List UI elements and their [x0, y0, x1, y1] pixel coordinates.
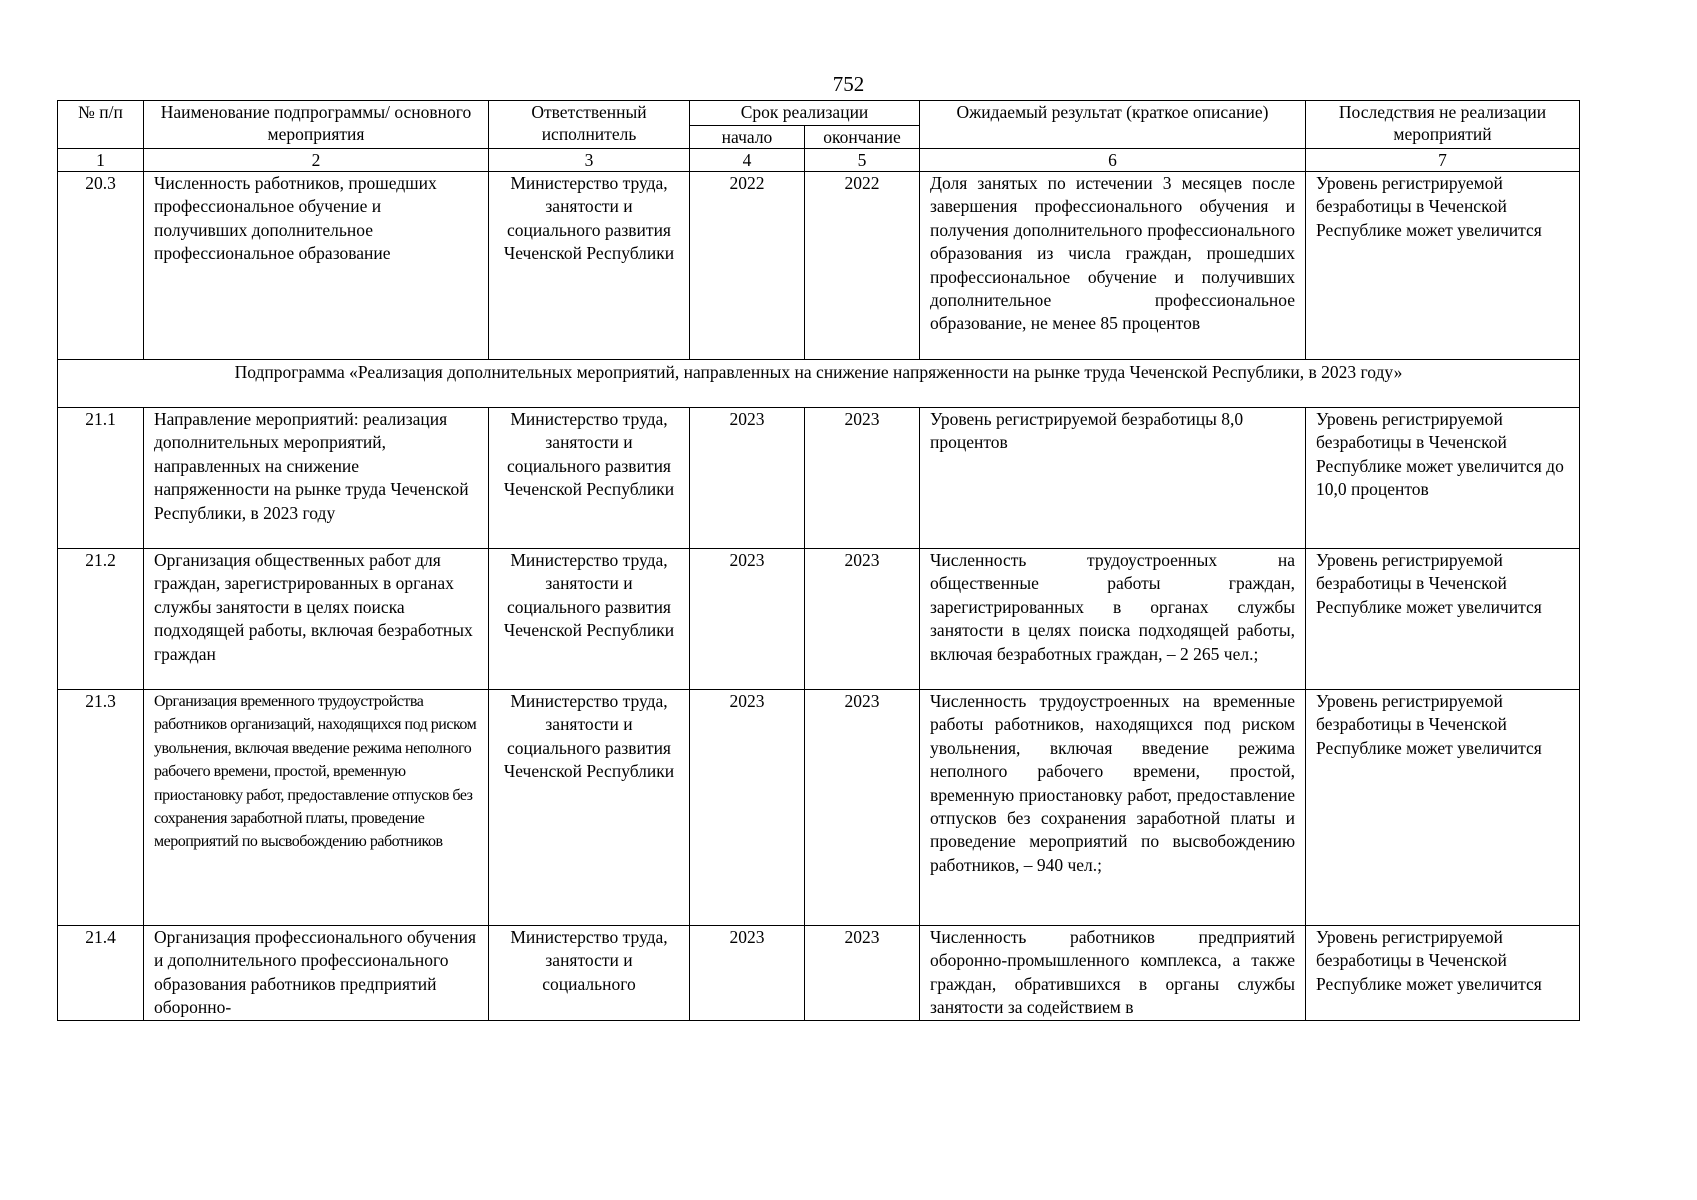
row-name: Численность работников, прошедших профессиональное обучение и получивших дополнительное профессиональное образование [144, 172, 489, 360]
column-number: 5 [805, 149, 920, 172]
subprogram-title: Подпрограмма «Реализация дополнительных мероприятий, направленных на снижение напряженности на рынке труда Чеченской Республики, в 2023 году» [58, 360, 1580, 408]
header-executor: Ответственный исполнитель [489, 101, 690, 149]
row-consequences: Уровень регистрируемой безработицы в Чеченской Республике может увеличится [1306, 690, 1580, 926]
page-number: 752 [832, 72, 865, 96]
row-consequences: Уровень регистрируемой безработицы в Чеченской Республике может увеличится до 10,0 процентов [1306, 408, 1580, 549]
row-result: Уровень регистрируемой безработицы 8,0 процентов [920, 408, 1306, 549]
row-name: Организация профессионального обучения и дополнительного профессионального образования работников предприятий оборонно- [144, 926, 489, 1021]
row-executor: Министерство труда, занятости и социального развития Чеченской Республики [489, 549, 690, 690]
row-end: 2023 [805, 690, 920, 926]
table-row [58, 408, 1580, 549]
row-executor: Министерство труда, занятости и социального развития Чеченской Республики [489, 408, 690, 549]
row-executor: Министерство труда, занятости и социального [489, 926, 690, 1021]
table-row [58, 926, 1580, 1021]
table-row [58, 172, 1580, 360]
row-end: 2022 [805, 172, 920, 360]
header-start: начало [690, 126, 805, 149]
program-table [57, 100, 1580, 1021]
table-row [58, 549, 1580, 690]
column-number: 6 [920, 149, 1306, 172]
row-number: 21.3 [58, 690, 144, 926]
row-number: 21.4 [58, 926, 144, 1021]
row-result: Численность работников предприятий оборонно-промышленного комплекса, а также граждан, обратившихся в органы службы занятости за содействием в [920, 926, 1306, 1021]
row-start: 2023 [690, 549, 805, 690]
row-start: 2023 [690, 408, 805, 549]
subprogram-row [58, 360, 1580, 408]
row-consequences: Уровень регистрируемой безработицы в Чеченской Республике может увеличится [1306, 549, 1580, 690]
row-executor: Министерство труда, занятости и социального развития Чеченской Республики [489, 172, 690, 360]
header-num: № п/п [58, 101, 144, 149]
row-end: 2023 [805, 549, 920, 690]
row-number: 20.3 [58, 172, 144, 360]
header-name: Наименование подпрограммы/ основного мероприятия [144, 101, 489, 149]
row-name: Организация общественных работ для граждан, зарегистрированных в органах службы занятости в целях поиска подходящей работы, включая безработных граждан [144, 549, 489, 690]
header-result: Ожидаемый результат (краткое описание) [920, 101, 1306, 149]
column-number: 2 [144, 149, 489, 172]
table-row [58, 690, 1580, 926]
row-number: 21.1 [58, 408, 144, 549]
column-number: 4 [690, 149, 805, 172]
column-numbers-row [58, 149, 1580, 172]
row-result: Доля занятых по истечении 3 месяцев после завершения профессионального обучения и получения дополнительного профессионального образования из числа граждан, прошедших профессиональное обучение и получивших дополнительное профессиональное образование, не менее 85 процентов [920, 172, 1306, 360]
row-executor: Министерство труда, занятости и социального развития Чеченской Республики [489, 690, 690, 926]
header-end: окончание [805, 126, 920, 149]
row-name: Направление мероприятий: реализация дополнительных мероприятий, направленных на снижение напряженности на рынке труда Чеченской Республики, в 2023 году [144, 408, 489, 549]
row-name: Организация временного трудоустройства работников организаций, находящихся под риском увольнения, включая введение режима неполного рабочего времени, простой, временную приостановку работ, предоставление отпусков без сохранения заработной платы, проведение мероприятий по высвобождению работников [144, 690, 489, 926]
row-result: Численность трудоустроенных на общественные работы граждан, зарегистрированных в органах службы занятости в целях поиска подходящей работы, включая безработных граждан, – 2 265 чел.; [920, 549, 1306, 690]
row-start: 2022 [690, 172, 805, 360]
row-start: 2023 [690, 690, 805, 926]
column-number: 3 [489, 149, 690, 172]
row-end: 2023 [805, 408, 920, 549]
row-start: 2023 [690, 926, 805, 1021]
column-number: 7 [1306, 149, 1580, 172]
row-end: 2023 [805, 926, 920, 1021]
row-result: Численность трудоустроенных на временные работы работников, находящихся под риском увольнения, включая введение режима неполного рабочего времени, простой, временную приостановку работ, предоставление отпусков без сохранения заработной платы и проведение мероприятий по высвобождению работников, – 940 чел.; [920, 690, 1306, 926]
header-term: Срок реализации [690, 101, 920, 126]
header-consequences: Последствия не реализации мероприятий [1306, 101, 1580, 149]
row-consequences: Уровень регистрируемой безработицы в Чеченской Республике может увеличится [1306, 172, 1580, 360]
column-number: 1 [58, 149, 144, 172]
row-number: 21.2 [58, 549, 144, 690]
row-consequences: Уровень регистрируемой безработицы в Чеченской Республике может увеличится [1306, 926, 1580, 1021]
